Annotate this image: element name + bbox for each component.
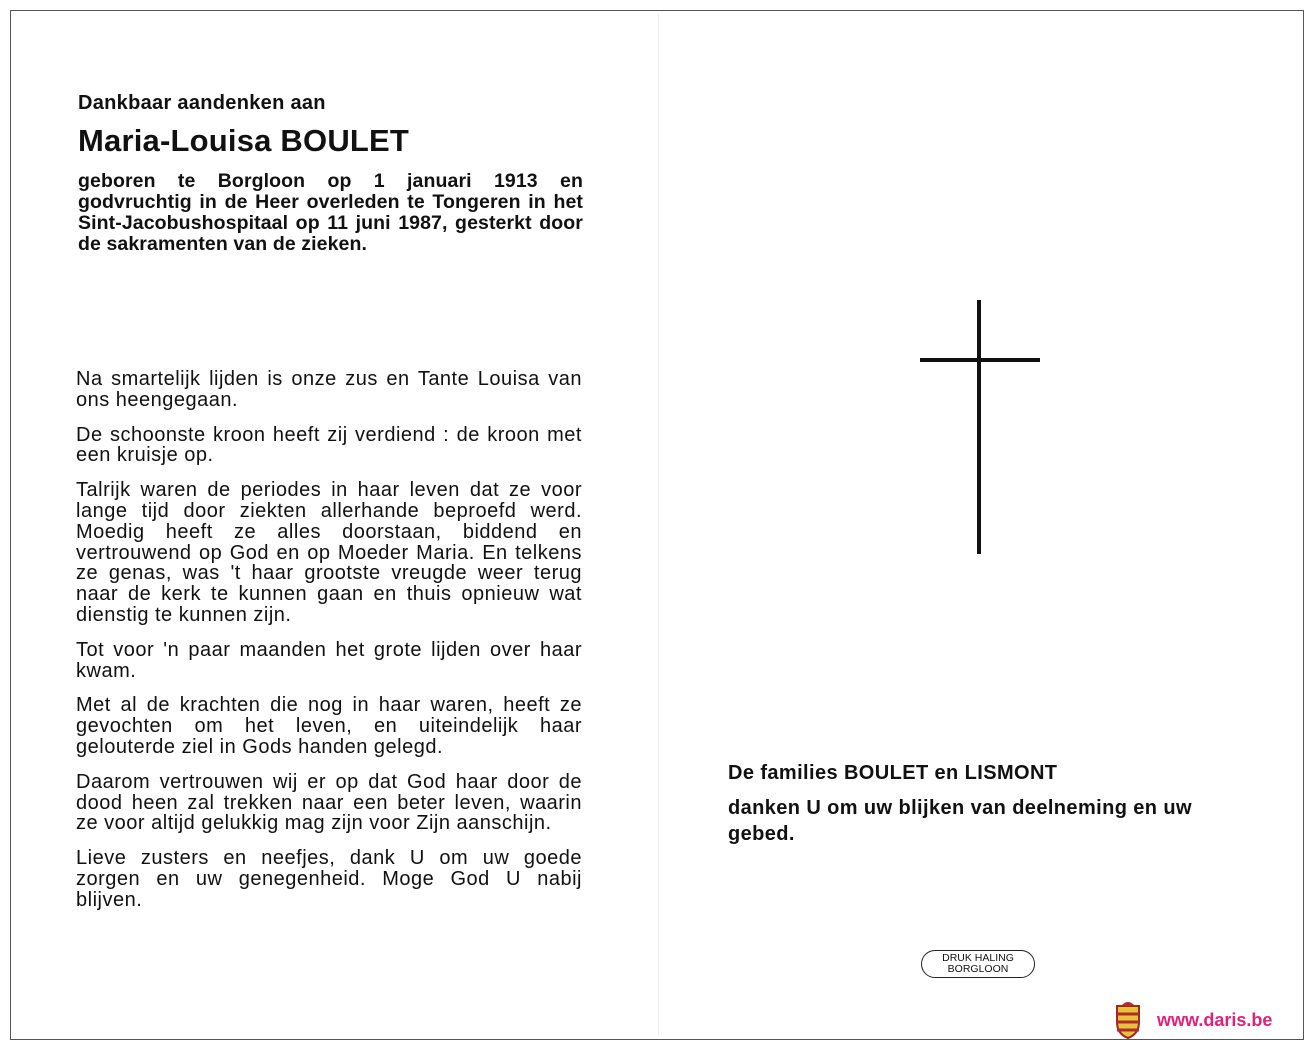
- fold-line: [658, 14, 659, 1036]
- printer-town: BORGLOON: [947, 963, 1009, 975]
- paragraph: De schoonste kroon heeft zij verdiend : de kroon met een kruisje op.: [76, 423, 582, 467]
- paragraph: Na smartelijk lijden is onze zus en Tante Louisa van ons heengegaan.: [76, 368, 582, 411]
- cross-horizontal-bar: [920, 358, 1040, 362]
- intro-text: Dankbaar aandenken aan: [78, 92, 326, 114]
- deceased-name: Maria-Louisa BOULET: [78, 123, 410, 158]
- birth-death-text: geboren te Borgloon op 1 januari 1913 en godvruchtig in de Heer overleden te Tongeren in het Sint-Jacobushospitaal op 11 juni 1987, gesterkt door de sakramenten van de zieken.: [78, 170, 583, 255]
- memorial-text: [76, 369, 582, 925]
- paragraph: Met al de krachten die nog in haar waren, heeft ze gevochten om het leven, en uiteindelijk haar gelouterde ziel in Gods handen gelegd.: [76, 694, 582, 758]
- cross-icon: [920, 300, 1040, 554]
- watermark-link[interactable]: www.daris.be: [1157, 1010, 1273, 1030]
- coat-of-arms-icon: [1113, 998, 1143, 1040]
- thanks-message: danken U om uw blijken van deelneming en uw gebed.: [728, 797, 1192, 845]
- left-panel-header: [78, 92, 583, 255]
- paragraph: Tot voor 'n paar maanden het grote lijden over haar kwam.: [76, 638, 582, 682]
- printer-name: DRUK HALING: [942, 952, 1014, 964]
- paragraph: Lieve zusters en neefjes, dank U om uw goede zorgen en uw genegenheid. Moge God U nabij blijven.: [76, 847, 582, 911]
- paragraph: Daarom vertrouwen wij er op dat God haar door de dood heen zal trekken naar een beter leven, waarin ze voor altijd gelukkig mag zijn voor Zijn aanschijn.: [76, 770, 582, 835]
- thanks-block: [728, 762, 1238, 847]
- cross-vertical-bar: [977, 300, 981, 554]
- families-line: De families BOULET en LISMONT: [728, 762, 1058, 784]
- paragraph: Talrijk waren de periodes in haar leven dat ze voor lange tijd door ziekten allerhande beproefd werd. Moedig heeft ze alles doorstaan, biddend en vertrouwend op God en op Moeder Maria. En telkens ze genas, was 't haar grootste vreugde weer terug naar de kerk te kunnen gaan en thuis opnieuw wat dienstig te kunnen zijn.: [76, 479, 582, 626]
- printer-stamp: [921, 950, 1035, 978]
